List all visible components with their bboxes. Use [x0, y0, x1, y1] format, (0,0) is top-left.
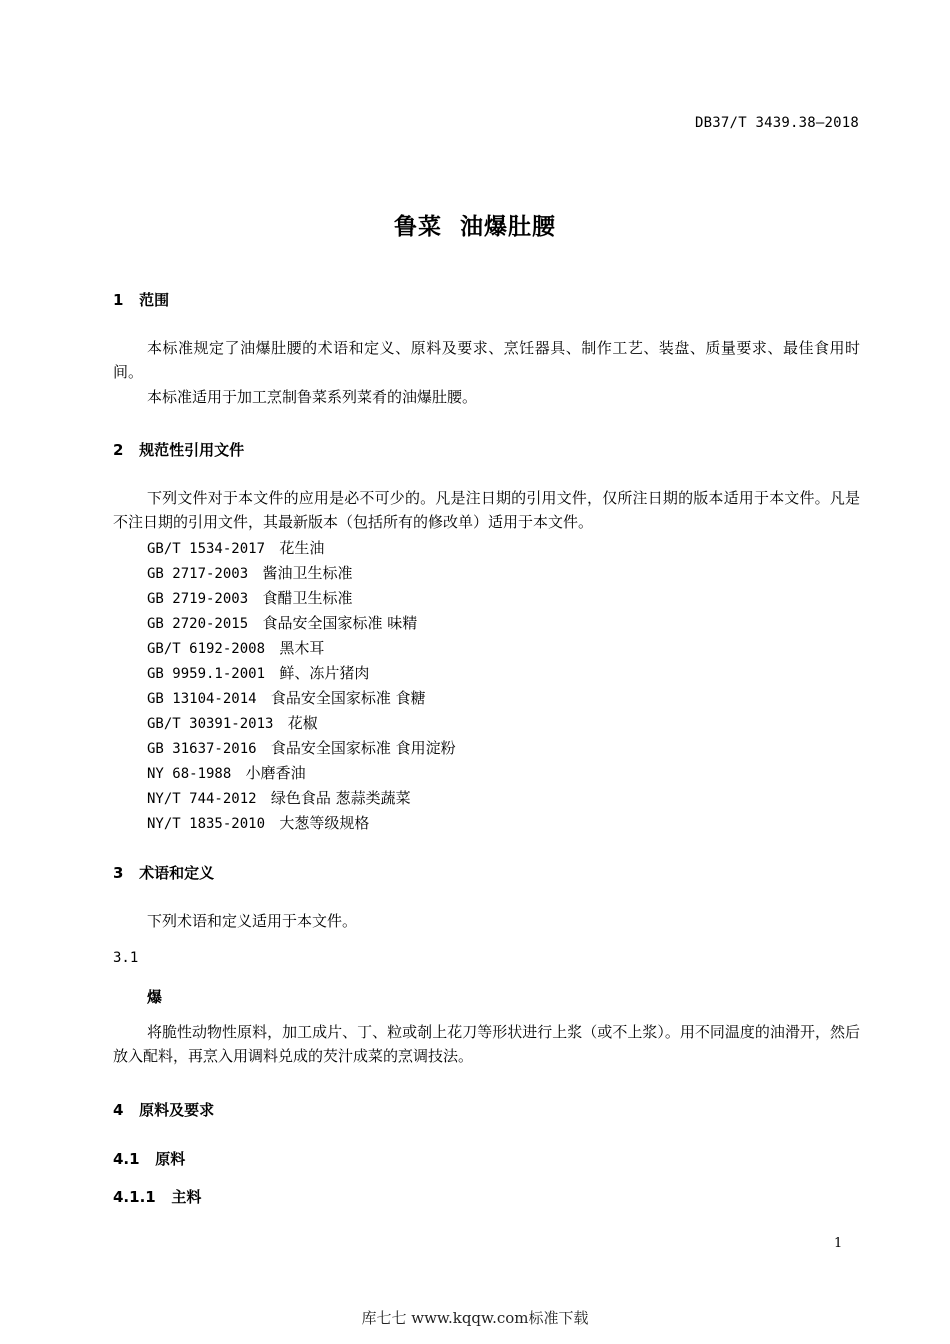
reference-item — [147, 711, 456, 736]
reference-item — [147, 561, 456, 586]
reference-code: GB 9959.1-2001 — [147, 666, 266, 682]
reference-item — [147, 686, 456, 711]
reference-name: 花椒 — [287, 714, 318, 732]
reference-code: NY/T 1835-2010 — [147, 816, 266, 832]
subsection-heading-raw-materials: 4.1 原料 — [113, 1150, 186, 1168]
reference-name: 大葱等级规格 — [279, 814, 370, 832]
page-number: 1 — [834, 1236, 843, 1251]
term-entry-title: 爆 — [147, 988, 163, 1006]
section-heading-normative-references: 2 规范性引用文件 — [113, 441, 245, 459]
reference-item — [147, 536, 456, 561]
term-entry-definition: 将脆性动物性原料，加工成片、丁、粒或剞上花刀等形状进行上浆（或不上浆）。用不同温度的油滑开，然后放入配料，再烹入用调料兑成的芡汁成菜的烹调技法。 — [113, 1023, 860, 1065]
scope-paragraph-2: 本标准适用于加工烹制鲁菜系列菜肴的油爆肚腰。 — [147, 388, 478, 406]
reference-item — [147, 586, 456, 611]
reference-code: GB/T 1534-2017 — [147, 541, 266, 557]
section-heading-terms: 3 术语和定义 — [113, 864, 215, 882]
reference-name: 食品安全国家标准 食糖 — [270, 689, 426, 707]
reference-item — [147, 761, 456, 786]
reference-name: 食品安全国家标准 味精 — [262, 614, 418, 632]
reference-code: GB 13104-2014 — [147, 691, 257, 707]
reference-name: 鲜、冻片猪肉 — [279, 664, 370, 682]
reference-item — [147, 736, 456, 761]
scope-paragraph-1: 本标准规定了油爆肚腰的术语和定义、原料及要求、烹饪器具、制作工艺、装盘、质量要求、最佳食用时间。 — [113, 339, 860, 381]
document-title: 鲁菜 油爆肚腰 — [393, 214, 556, 240]
terms-intro: 下列术语和定义适用于本文件。 — [147, 912, 358, 930]
reference-name: 黑木耳 — [279, 639, 325, 657]
footer-watermark: 库七七 www.kqqw.com标准下载 — [361, 1309, 589, 1327]
subsection-heading-main-ingredients: 4.1.1 主料 — [113, 1188, 202, 1206]
reference-item — [147, 786, 456, 811]
reference-name: 小磨香油 — [245, 764, 306, 782]
reference-name: 绿色食品 葱蒜类蔬菜 — [270, 789, 411, 807]
reference-code: NY 68-1988 — [147, 766, 232, 782]
section-heading-scope: 1 范围 — [113, 291, 170, 309]
reference-code: GB 2719-2003 — [147, 591, 249, 607]
reference-item — [147, 611, 456, 636]
reference-name: 食品安全国家标准 食用淀粉 — [270, 739, 456, 757]
reference-list — [147, 536, 456, 836]
reference-name: 酱油卫生标准 — [262, 564, 353, 582]
reference-item — [147, 661, 456, 686]
reference-name: 花生油 — [279, 539, 325, 557]
reference-code: GB 2717-2003 — [147, 566, 249, 582]
reference-code: GB 2720-2015 — [147, 616, 249, 632]
normative-references-intro: 下列文件对于本文件的应用是必不可少的。凡是注日期的引用文件，仅所注日期的版本适用于本文件。凡是不注日期的引用文件，其最新版本（包括所有的修改单）适用于本文件。 — [113, 489, 860, 531]
reference-code: GB 31637-2016 — [147, 741, 257, 757]
section-heading-materials: 4 原料及要求 — [113, 1101, 215, 1119]
reference-name: 食醋卫生标准 — [262, 589, 353, 607]
term-entry-number: 3.1 — [113, 950, 139, 966]
reference-item — [147, 636, 456, 661]
reference-code: NY/T 744-2012 — [147, 791, 257, 807]
reference-code: GB/T 6192-2008 — [147, 641, 266, 657]
reference-code: GB/T 30391-2013 — [147, 716, 274, 732]
reference-item — [147, 811, 456, 836]
standard-code: DB37/T 3439.38—2018 — [695, 115, 859, 131]
